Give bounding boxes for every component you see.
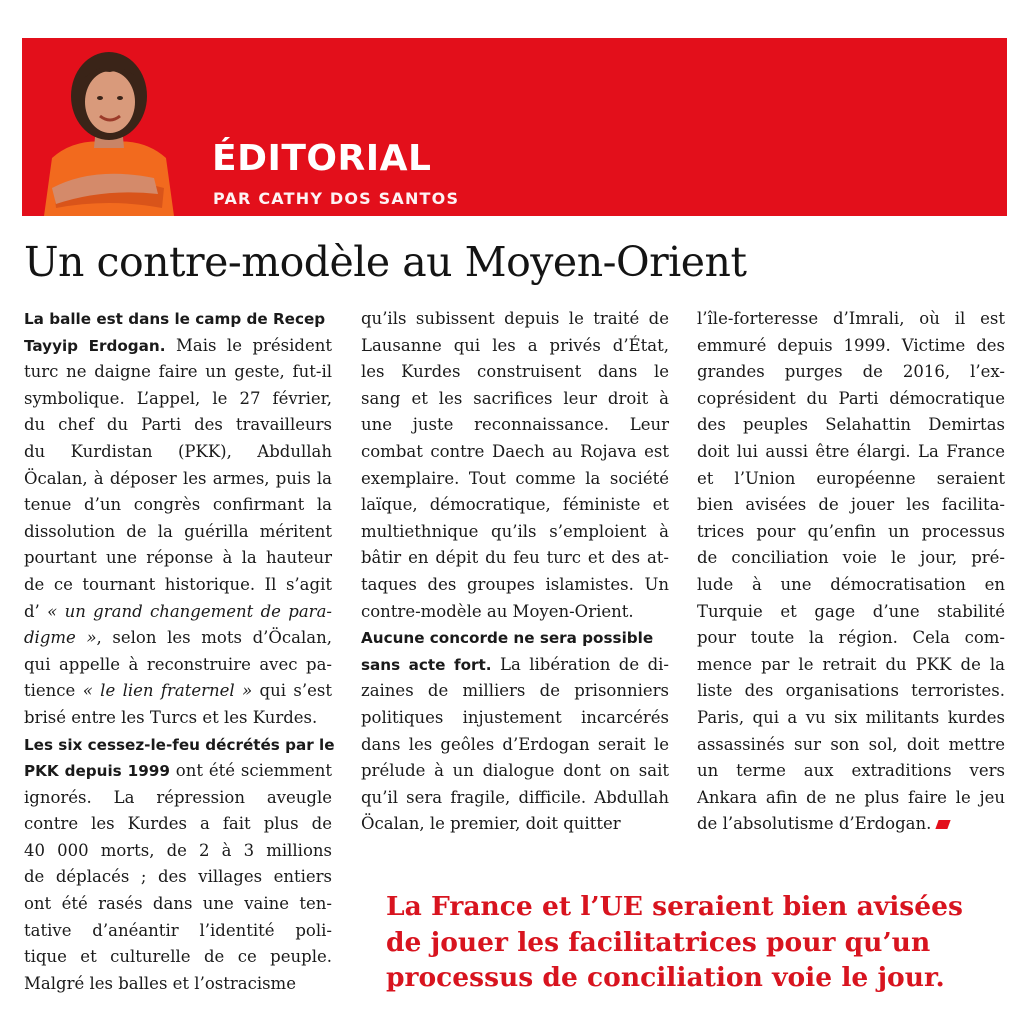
body-text: l’île-forteresse d’Imrali, où il est	[697, 309, 1005, 328]
body-text-line	[24, 811, 332, 838]
body-text-line	[24, 359, 332, 386]
body-text-line	[697, 519, 1005, 546]
body-text-line	[361, 519, 669, 546]
body-text: Ankara afin de ne plus faire le jeu	[697, 787, 1005, 807]
body-text-line	[361, 625, 669, 652]
body-text-line	[361, 492, 669, 519]
body-text: Öcalan, à déposer les armes, puis la	[24, 468, 332, 488]
body-text: grandes purges de 2016, l’ex-	[697, 362, 1005, 382]
body-text: , selon les mots d’Öcalan,	[96, 628, 332, 648]
body-text-line	[697, 625, 1005, 652]
body-text: dissolution de la guérilla méritent	[24, 521, 332, 541]
body-text: ont été rasés dans une vaine ten-	[24, 894, 332, 914]
body-text-line	[361, 678, 669, 705]
body-text-line	[24, 333, 332, 360]
body-text-line	[697, 386, 1005, 413]
body-text-line	[697, 652, 1005, 679]
body-text: qu’il sera fragile, difficile. Abdullah	[361, 787, 669, 807]
article-headline: Un contre-modèle au Moyen-Orient	[24, 238, 747, 286]
body-text: contre-modèle au Moyen-Orient.	[361, 601, 634, 621]
body-text-line	[24, 705, 332, 732]
body-text: brisé entre les Turcs et les Kurdes.	[24, 707, 318, 727]
quoted-text: « un grand changement de para-	[47, 601, 332, 621]
body-text-line	[697, 811, 1005, 838]
author-portrait	[34, 38, 184, 216]
article-end-mark-icon	[936, 820, 951, 829]
body-text: Mais le président	[165, 335, 333, 355]
body-text-line	[361, 652, 669, 679]
body-text: pour toute la région. Cela com-	[697, 628, 1005, 648]
body-text: de ce tournant historique. Il s’agit	[24, 574, 332, 594]
body-text: zaines de milliers de prisonniers	[361, 681, 669, 701]
body-text: mence par le retrait du PKK de la	[697, 654, 1005, 674]
body-text-line	[24, 386, 332, 413]
body-text-line	[24, 412, 332, 439]
body-text-line	[697, 678, 1005, 705]
body-text: qu’ils subissent depuis le traité de	[361, 309, 669, 328]
lead-in-text: La balle est dans le camp de Recep	[24, 310, 326, 328]
author-byline: PAR CATHY DOS SANTOS	[213, 189, 460, 208]
body-text-line	[697, 732, 1005, 759]
body-text-line	[24, 519, 332, 546]
body-text-line	[361, 439, 669, 466]
body-text-line	[697, 599, 1005, 626]
body-text-line	[697, 572, 1005, 599]
body-text: dans les geôles d’Erdogan serait le	[361, 734, 669, 754]
body-text: symbolique. L’appel, le 27 février,	[24, 388, 332, 408]
body-text-line	[361, 705, 669, 732]
body-text-line	[24, 599, 332, 626]
article-column-1	[24, 306, 335, 997]
quoted-text: digme »	[24, 628, 97, 648]
body-text: Malgré les balles et l’ostracisme	[24, 973, 296, 993]
body-text: combat contre Daech au Rojava est	[361, 441, 669, 461]
body-text-line	[24, 625, 332, 652]
body-text: exemplaire. Tout comme la société	[361, 468, 669, 488]
body-text: sang et les sacrifices leur droit à	[361, 388, 669, 408]
body-text: trices pour qu’enfin un processus	[697, 521, 1005, 541]
body-text: 40 000 morts, de 2 à 3 millions	[24, 840, 332, 860]
body-text: contre les Kurdes a fait plus de	[24, 814, 332, 834]
body-text: emmuré depuis 1999. Victime des	[697, 335, 1005, 355]
body-text: Lausanne qui les a privés d’État,	[361, 335, 669, 355]
editorial-banner	[22, 38, 1007, 216]
article-column-2	[361, 306, 669, 838]
body-text-line	[24, 944, 332, 971]
body-text: tative d’anéantir l’identité poli-	[24, 920, 332, 940]
body-text: un terme aux extraditions vers	[697, 761, 1005, 781]
body-text: multiethnique qu’ils s’emploient à	[361, 521, 669, 541]
body-text-line	[24, 785, 332, 812]
body-text-line	[24, 732, 335, 759]
body-text-line	[24, 492, 332, 519]
body-text: La libération de di-	[491, 654, 669, 674]
body-text: pourtant une réponse à la hauteur	[24, 548, 332, 568]
body-text: Paris, qui a vu six militants kurdes	[697, 707, 1005, 727]
body-text: de conciliation voie le jour, pré-	[697, 548, 1005, 568]
body-text-line	[24, 838, 332, 865]
body-text-line	[697, 758, 1005, 785]
body-text-line	[24, 306, 332, 333]
article-column-3	[697, 306, 1005, 838]
quoted-text: « le lien fraternel »	[82, 681, 253, 701]
body-text: tience	[24, 681, 83, 701]
body-text: prélude à un dialogue dont on sait	[361, 761, 669, 781]
body-text: qui appelle à reconstruire avec pa-	[24, 654, 332, 674]
body-text: les Kurdes construisent dans le	[361, 362, 669, 382]
pull-quote-line: de jouer les facilitatrices pour qu’un	[386, 926, 931, 958]
body-text-line	[697, 466, 1005, 493]
body-text: ignorés. La répression aveugle	[24, 787, 332, 807]
body-text: des peuples Selahattin Demirtas	[697, 415, 1005, 435]
body-text-line	[24, 758, 332, 785]
body-text-line	[361, 386, 669, 413]
body-text: qui s’est	[252, 681, 332, 701]
body-text: bien avisées de jouer les facilita-	[697, 495, 1005, 515]
body-text-line	[697, 412, 1005, 439]
pull-quote	[386, 889, 1006, 996]
body-text: de déplacés ; des villages entiers	[24, 867, 332, 887]
body-text-line	[361, 306, 669, 333]
body-text: du chef du Parti des travailleurs	[24, 415, 332, 435]
body-text-line	[24, 971, 332, 998]
pull-quote-line: processus de conciliation voie le jour.	[386, 962, 945, 993]
body-text-line	[697, 439, 1005, 466]
body-text-line	[361, 785, 669, 812]
body-text-line	[24, 439, 332, 466]
body-text: de l’absolutisme d’Erdogan.	[697, 814, 932, 834]
lead-in-text: Aucune concorde ne sera possible	[361, 629, 654, 648]
body-text-line	[24, 572, 332, 599]
body-text: tenue d’un congrès confirmant la	[24, 495, 332, 515]
body-text-line	[361, 811, 669, 838]
pull-quote-line: La France et l’UE seraient bien avisées	[386, 891, 963, 922]
body-text: ont été sciemment	[169, 761, 332, 781]
body-text-line	[361, 333, 669, 360]
body-text-line	[697, 333, 1005, 360]
body-text-line	[24, 466, 332, 493]
section-kicker: ÉDITORIAL	[212, 138, 432, 179]
body-text: Öcalan, le premier, doit quitter	[361, 814, 621, 834]
body-text: politiques injustement incarcérés	[361, 707, 669, 727]
body-text-line	[24, 891, 332, 918]
lead-in-text: PKK depuis 1999	[24, 762, 170, 781]
body-text-line	[697, 492, 1005, 519]
body-text: d’	[24, 601, 48, 621]
body-text: une juste reconnaissance. Leur	[361, 415, 669, 435]
body-text-line	[361, 758, 669, 785]
body-text-line	[361, 359, 669, 386]
body-text: coprésident du Parti démocratique	[697, 388, 1005, 408]
body-text-line	[361, 732, 669, 759]
lead-in-text: Les six cessez-le-feu décrétés par le	[24, 735, 335, 754]
body-text: Turquie et gage d’une stabilité	[697, 601, 1005, 621]
body-text-line	[361, 572, 669, 599]
body-text: taques des groupes islamistes. Un	[361, 574, 669, 594]
body-text: doit lui aussi être élargi. La France	[697, 441, 1005, 461]
body-text-line	[361, 412, 669, 439]
body-text: et l’Union européenne seraient	[697, 468, 1005, 488]
lead-in-text: Tayyip Erdogan.	[24, 336, 166, 355]
body-text-line	[361, 545, 669, 572]
body-text-line	[24, 918, 332, 945]
body-text-line	[361, 466, 669, 493]
body-text-line	[697, 785, 1005, 812]
body-text-line	[697, 705, 1005, 732]
body-text-line	[24, 652, 332, 679]
body-text: liste des organisations terroristes.	[697, 681, 1005, 701]
lead-in-text: sans acte fort.	[361, 655, 492, 674]
body-text-line	[361, 599, 669, 626]
body-text: assassinés sur son sol, doit mettre	[697, 734, 1005, 754]
body-text-line	[697, 359, 1005, 386]
body-text: tique et culturelle de ce peuple.	[24, 947, 332, 967]
body-text: bâtir en dépit du feu turc et des at-	[361, 548, 669, 568]
body-text: laïque, démocratique, féministe et	[361, 495, 669, 515]
body-text: turc ne daigne faire un geste, fut-il	[24, 362, 332, 382]
body-text-line	[24, 864, 332, 891]
body-text-line	[697, 306, 1005, 333]
body-text-line	[24, 678, 332, 705]
body-text-line	[24, 545, 332, 572]
body-text: du Kurdistan (PKK), Abdullah	[24, 441, 332, 461]
body-text-line	[697, 545, 1005, 572]
body-text: lude à une démocratisation en	[697, 574, 1005, 594]
